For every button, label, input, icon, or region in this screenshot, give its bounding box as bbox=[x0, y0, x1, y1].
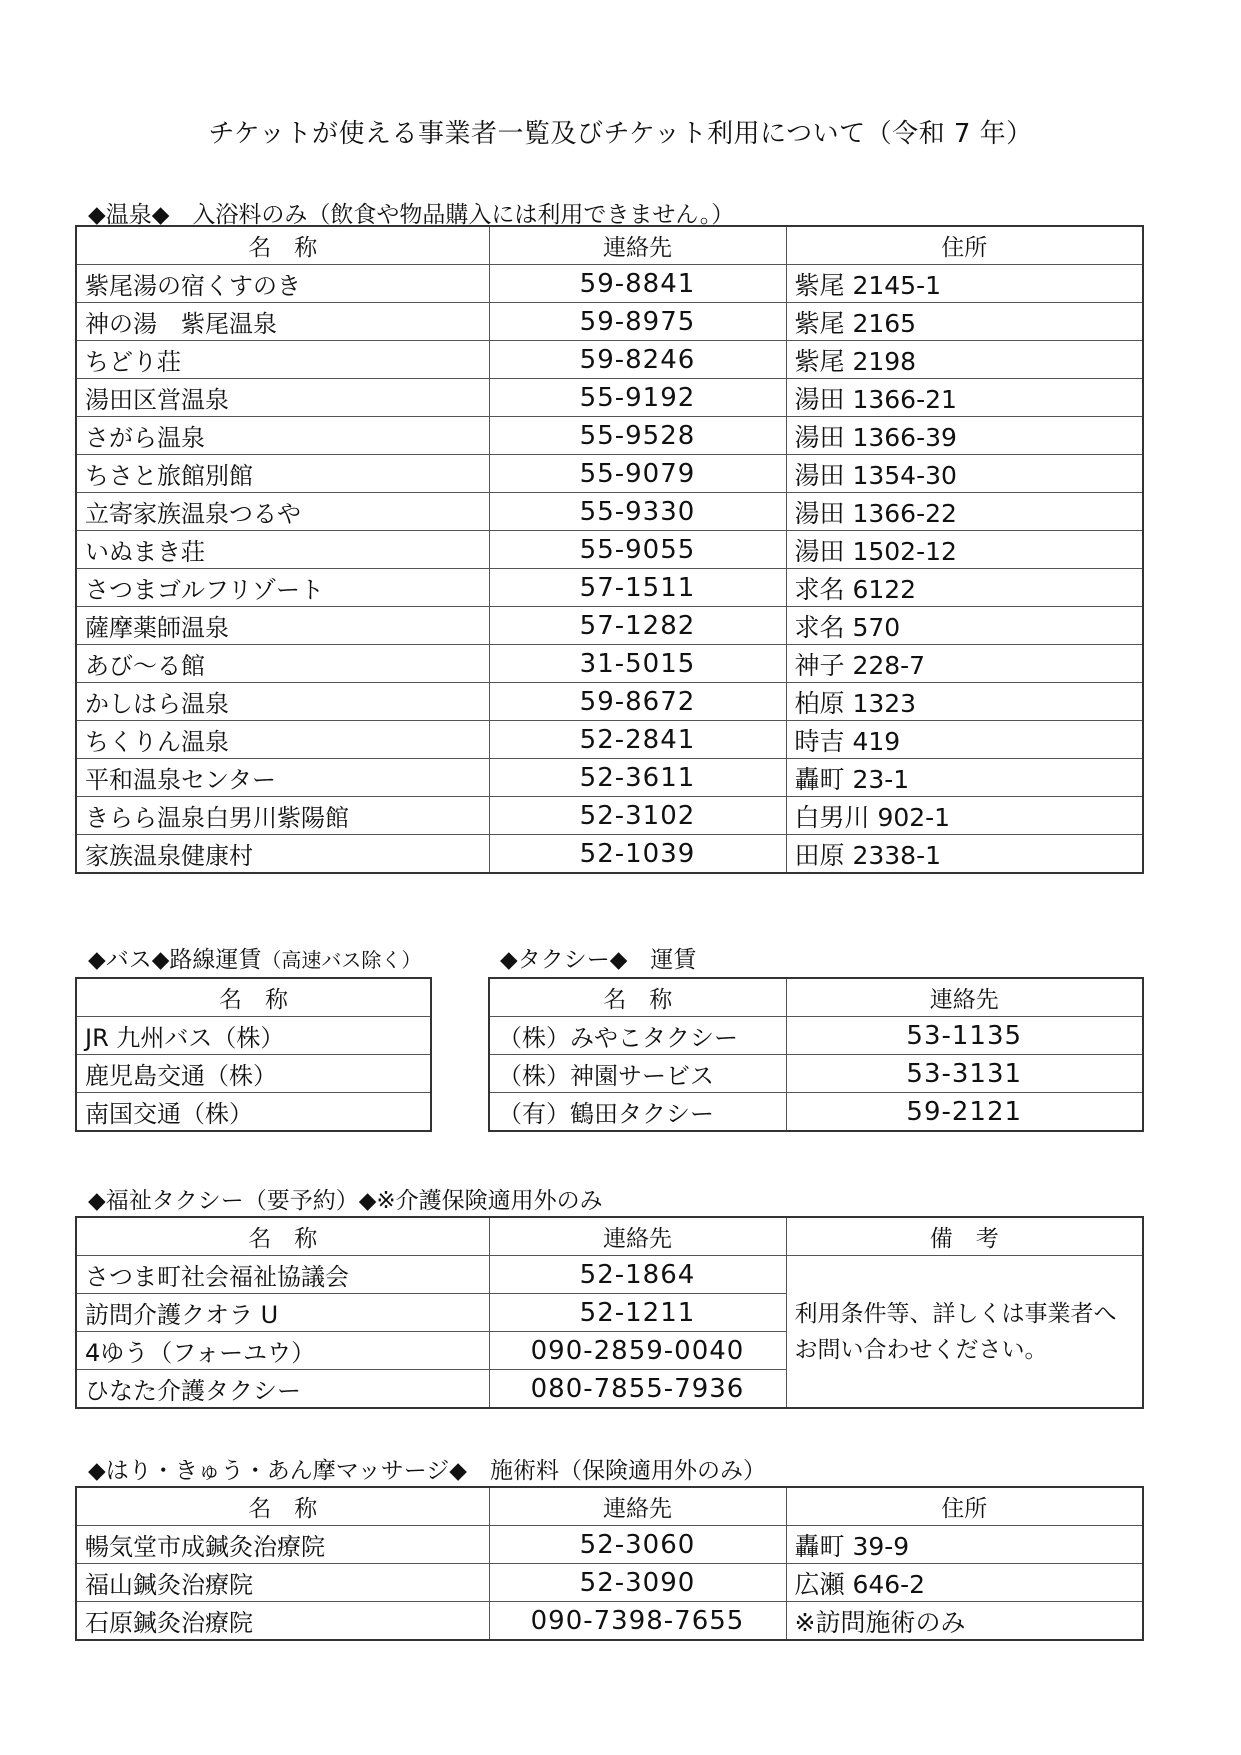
facility-name: かしはら温泉 bbox=[76, 683, 489, 721]
phone-number: 080-7855-7936 bbox=[489, 1370, 786, 1409]
phone-number: 52-1211 bbox=[489, 1294, 786, 1332]
table-row bbox=[76, 1526, 1143, 1564]
table-row bbox=[76, 797, 1143, 835]
facility-name: 家族温泉健康村 bbox=[76, 835, 489, 874]
address: 田原 2338-1 bbox=[786, 835, 1143, 874]
company-name: JR 九州バス（株） bbox=[76, 1017, 431, 1055]
phone-number: 59-8246 bbox=[489, 341, 786, 379]
phone-number: 55-9528 bbox=[489, 417, 786, 455]
phone-number: 55-9079 bbox=[489, 455, 786, 493]
address: 轟町 23-1 bbox=[786, 759, 1143, 797]
table-row bbox=[76, 1093, 431, 1132]
address: 轟町 39-9 bbox=[786, 1526, 1143, 1564]
provider-name: ひなた介護タクシー bbox=[76, 1370, 489, 1409]
address: 広瀬 646-2 bbox=[786, 1564, 1143, 1602]
phone-number: 52-1039 bbox=[489, 835, 786, 874]
table-row bbox=[76, 493, 1143, 531]
address: 白男川 902-1 bbox=[786, 797, 1143, 835]
phone-number: 59-8672 bbox=[489, 683, 786, 721]
phone-number: 57-1282 bbox=[489, 607, 786, 645]
address: 湯田 1366-21 bbox=[786, 379, 1143, 417]
column-header-contact: 連絡先 bbox=[489, 226, 786, 265]
phone-number: 59-2121 bbox=[786, 1093, 1143, 1132]
address: 時吉 419 bbox=[786, 721, 1143, 759]
table-row bbox=[76, 303, 1143, 341]
phone-number: 59-8975 bbox=[489, 303, 786, 341]
table-row bbox=[76, 531, 1143, 569]
table-row bbox=[76, 417, 1143, 455]
phone-number: 52-3060 bbox=[489, 1526, 786, 1564]
column-header-remarks: 備 考 bbox=[786, 1217, 1143, 1256]
phone-number: 52-2841 bbox=[489, 721, 786, 759]
facility-name: 立寄家族温泉つるや bbox=[76, 493, 489, 531]
table-row bbox=[76, 645, 1143, 683]
company-name: 南国交通（株） bbox=[76, 1093, 431, 1132]
table-header-row bbox=[76, 226, 1143, 265]
page-title: チケットが使える事業者一覧及びチケット利用について（令和 7 年） bbox=[208, 119, 1033, 149]
column-header-address: 住所 bbox=[786, 226, 1143, 265]
column-header-contact: 連絡先 bbox=[489, 1487, 786, 1526]
facility-name: 湯田区営温泉 bbox=[76, 379, 489, 417]
table-row bbox=[76, 1564, 1143, 1602]
phone-number: 31-5015 bbox=[489, 645, 786, 683]
facility-name: 神の湯 紫尾温泉 bbox=[76, 303, 489, 341]
taxi-table bbox=[488, 977, 1144, 1132]
facility-name: ちどり荘 bbox=[76, 341, 489, 379]
address: 湯田 1354-30 bbox=[786, 455, 1143, 493]
phone-number: 59-8841 bbox=[489, 265, 786, 303]
phone-number: 55-9330 bbox=[489, 493, 786, 531]
column-header-contact: 連絡先 bbox=[786, 978, 1143, 1017]
address: 紫尾 2198 bbox=[786, 341, 1143, 379]
phone-number: 090-2859-0040 bbox=[489, 1332, 786, 1370]
remarks-note: 利用条件等、詳しくは事業者へお問い合わせください。 bbox=[786, 1256, 1143, 1409]
massage-table bbox=[75, 1486, 1144, 1641]
table-row bbox=[76, 721, 1143, 759]
provider-name: 訪問介護クオラ U bbox=[76, 1294, 489, 1332]
column-header-name: 名 称 bbox=[489, 978, 786, 1017]
facility-name: きらら温泉白男川紫陽館 bbox=[76, 797, 489, 835]
address: 柏原 1323 bbox=[786, 683, 1143, 721]
onsen-heading: ◆温泉◆ 入浴料のみ（飲食や物品購入には利用できません。） bbox=[88, 202, 735, 228]
facility-name: いぬまき荘 bbox=[76, 531, 489, 569]
address: 紫尾 2165 bbox=[786, 303, 1143, 341]
provider-name: さつま町社会福祉協議会 bbox=[76, 1256, 489, 1294]
table-row bbox=[76, 1055, 431, 1093]
table-row bbox=[76, 835, 1143, 874]
massage-heading: ◆はり・きゅう・あん摩マッサージ◆ 施術料（保険適用外のみ） bbox=[88, 1458, 766, 1484]
table-header-row bbox=[489, 978, 1143, 1017]
table-header-row bbox=[76, 978, 431, 1017]
table-row bbox=[76, 569, 1143, 607]
facility-name: さがら温泉 bbox=[76, 417, 489, 455]
table-row bbox=[76, 1256, 1143, 1294]
column-header-contact: 連絡先 bbox=[489, 1217, 786, 1256]
phone-number: 52-3102 bbox=[489, 797, 786, 835]
table-header-row bbox=[76, 1217, 1143, 1256]
table-row bbox=[76, 607, 1143, 645]
bus-heading-main: ◆バス◆路線運賃 bbox=[88, 947, 262, 973]
column-header-name: 名 称 bbox=[76, 1217, 489, 1256]
facility-name: 薩摩薬師温泉 bbox=[76, 607, 489, 645]
company-name: （有）鶴田タクシー bbox=[489, 1093, 786, 1132]
phone-number: 57-1511 bbox=[489, 569, 786, 607]
company-name: （株）神園サービス bbox=[489, 1055, 786, 1093]
address: 湯田 1502-12 bbox=[786, 531, 1143, 569]
table-row bbox=[489, 1017, 1143, 1055]
facility-name: 平和温泉センター bbox=[76, 759, 489, 797]
phone-number: 53-1135 bbox=[786, 1017, 1143, 1055]
welfare-heading: ◆福祉タクシー（要予約）◆※介護保険適用外のみ bbox=[88, 1188, 603, 1214]
address: 求名 6122 bbox=[786, 569, 1143, 607]
provider-name: 4ゆう（フォーユウ） bbox=[76, 1332, 489, 1370]
facility-name: ちさと旅館別館 bbox=[76, 455, 489, 493]
taxi-heading: ◆タクシー◆ 運賃 bbox=[500, 947, 697, 973]
address: 求名 570 bbox=[786, 607, 1143, 645]
onsen-table bbox=[75, 225, 1144, 874]
welfare-table bbox=[75, 1216, 1144, 1409]
column-header-name: 名 称 bbox=[76, 1487, 489, 1526]
company-name: （株）みやこタクシー bbox=[489, 1017, 786, 1055]
phone-number: 55-9192 bbox=[489, 379, 786, 417]
bus-heading bbox=[88, 941, 421, 974]
bus-heading-sub: （高速バス除く） bbox=[261, 948, 422, 972]
column-header-name: 名 称 bbox=[76, 226, 489, 265]
table-row bbox=[76, 265, 1143, 303]
table-header-row bbox=[76, 1487, 1143, 1526]
address: 紫尾 2145-1 bbox=[786, 265, 1143, 303]
phone-number: 52-3611 bbox=[489, 759, 786, 797]
column-header-name: 名 称 bbox=[76, 978, 431, 1017]
table-row bbox=[76, 455, 1143, 493]
bus-table bbox=[75, 977, 432, 1132]
phone-number: 52-3090 bbox=[489, 1564, 786, 1602]
table-row bbox=[76, 1017, 431, 1055]
address: 湯田 1366-22 bbox=[786, 493, 1143, 531]
address: ※訪問施術のみ bbox=[786, 1602, 1143, 1641]
table-row bbox=[76, 759, 1143, 797]
clinic-name: 石原鍼灸治療院 bbox=[76, 1602, 489, 1641]
table-row bbox=[76, 379, 1143, 417]
facility-name: さつまゴルフリゾート bbox=[76, 569, 489, 607]
table-row bbox=[489, 1093, 1143, 1132]
table-row bbox=[76, 683, 1143, 721]
facility-name: あび～る館 bbox=[76, 645, 489, 683]
facility-name: ちくりん温泉 bbox=[76, 721, 489, 759]
phone-number: 090-7398-7655 bbox=[489, 1602, 786, 1641]
clinic-name: 暢気堂市成鍼灸治療院 bbox=[76, 1526, 489, 1564]
address: 湯田 1366-39 bbox=[786, 417, 1143, 455]
table-row bbox=[76, 341, 1143, 379]
phone-number: 55-9055 bbox=[489, 531, 786, 569]
table-row bbox=[489, 1055, 1143, 1093]
column-header-address: 住所 bbox=[786, 1487, 1143, 1526]
phone-number: 53-3131 bbox=[786, 1055, 1143, 1093]
phone-number: 52-1864 bbox=[489, 1256, 786, 1294]
company-name: 鹿児島交通（株） bbox=[76, 1055, 431, 1093]
facility-name: 紫尾湯の宿くすのき bbox=[76, 265, 489, 303]
address: 神子 228-7 bbox=[786, 645, 1143, 683]
clinic-name: 福山鍼灸治療院 bbox=[76, 1564, 489, 1602]
table-row bbox=[76, 1602, 1143, 1641]
